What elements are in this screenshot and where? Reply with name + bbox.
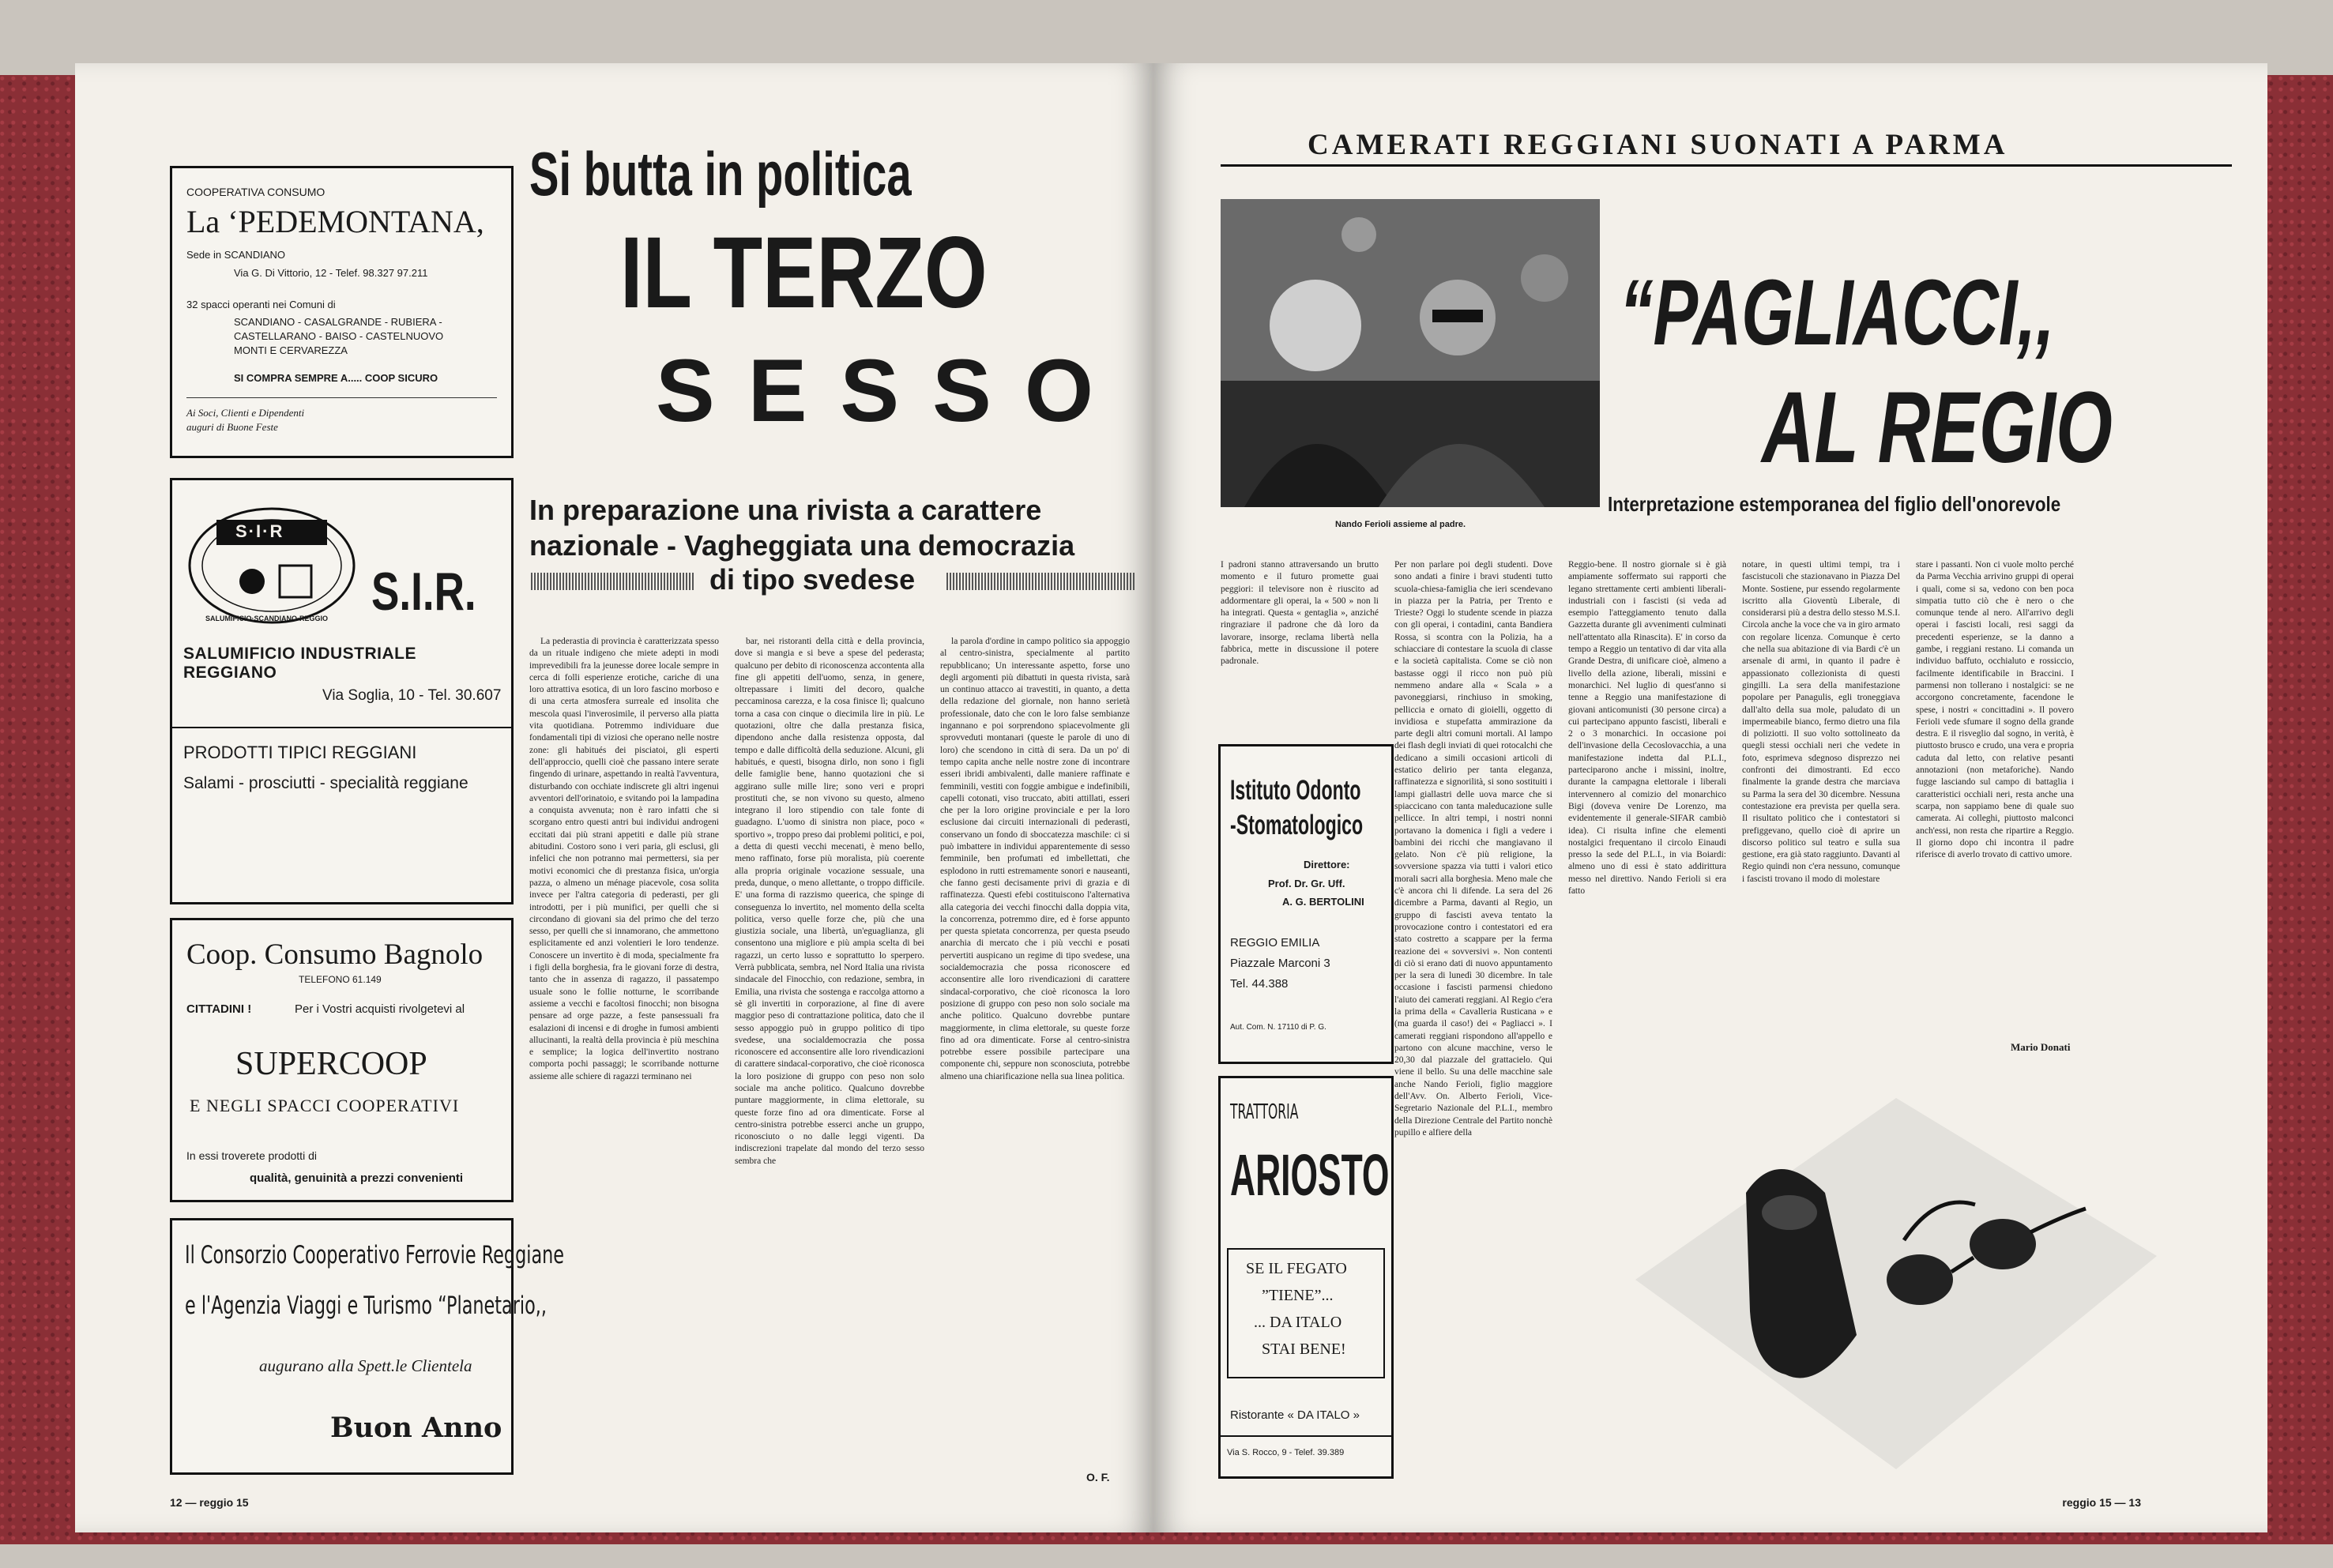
- photo-shoe-glasses: [1620, 1074, 2173, 1485]
- bagnolo-cittadini: CITTADINI !: [186, 1002, 252, 1016]
- sir-full-name: SALUMIFICIO INDUSTRIALE REGGIANO: [183, 645, 416, 682]
- ariosto-slogan-3: ... DA ITALO: [1254, 1314, 1342, 1331]
- hatch-bar: [946, 573, 1136, 590]
- photo-ferioli: [1221, 199, 1600, 507]
- right-page: [1153, 63, 2267, 1532]
- article-column-4: notare, in questi ultimi tempi, tra i fascistucoli che stazionavano in Piazza Del Monte. Sostiene, pur essendo regolarmente iscritto alla Gioventù Liberale, di considerarsi più a destra dello stesso M.S.I. Circola anche la voce che va in giro armato con regolare licenza. Comunque è certo che nella sua abitazione di via Bardi c'è un arsenale di armi, in quanto il padre è appassionato collezionista di questi gingilli. La sera della manifestazione popolare per Panagulis, egli troneggiava dall'alto della sua mole, paludato di un impermeabile bianco, fermo dietro una fila di poliziotti. Il suo volto sottolineato da quegli stessi occhiali neri che vedete in foto, esprimeva sdegnoso disprezzo nei confronti dei dimostranti. Ed ecco finalmente la grande destra che marciava su Parma la sera del 30 dicembre. Nessuna contestazione era prevista per quella sera. Il risultato politico che i contestatori si prefiggevano, quello cioè di aprire un discorso politico sul teatro e sulla sua gestione, era già stato raggiunto. Davanti al Regio quindi non c'era nessuno, comunque i fascisti trovano il modo di molestare: [1742, 560, 1900, 884]
- article-signature: O. F.: [1086, 1471, 1110, 1483]
- photo-caption: Nando Ferioli assieme al padre.: [1335, 520, 1466, 529]
- photo-people-icon: [1221, 199, 1600, 507]
- ad-line: Via G. Di Vittorio, 12 - Telef. 98.327 97.211: [234, 267, 428, 279]
- ad-title: La ‘PEDEMONTANA,: [186, 204, 484, 239]
- article-column-5: stare i passanti. Non ci vuole molto perché da Parma Vecchia arrivino gruppi di operai i quali, come si sa, vedono con ben poca simpatia tutto ciò che è nero o che comunque tende al nero. All'arrivo degli operai i fascisti locali, resi saggi da precedenti esperienze, se la danno a gambe, i reggiani restano. Li comanda un individuo baffuto, occhialuto e rossiccio, facilmente identificabile in Braccini. I parmensi non tollerano i nostalgici: se ne accorgono concretamente, facendone le spese, i nostri « concittadini ». Il povero Ferioli vede sfumare il sogno della grande destra. E il risveglio dal sogno, in verità, è piuttosto brusco e crudo, una vera e propria caduta dal letto, con relative pesanti annotazioni (non metaforiche). Nando fugge lasciando sul campo di battaglia i caratteristici occhiali neri, resta anche una scarpa, non sappiamo bene di quale suo camerata. Ai colleghi, piuttosto malconci anch'essi, non resta che ripartire a Reggio. Il giorno dopo chi incontra il padre riferisce di averlo trovato di cattivo umore.: [1916, 560, 2074, 860]
- divider: [1221, 1435, 1391, 1437]
- sir-logo-ring: SALUMIFICIO·SCANDIANO·REGGIO: [205, 615, 328, 622]
- article-column-2: bar, nei ristoranti della città e della provincia, dove si mangia e si beve a spese del pederasta; qualcuno per debito di riconoscenza accontenta alla fine gli appetiti dell'uomo, senza, in genere, oltrepassare i limiti del decoro, qualche peccaminosa carezza, e la cosa finisce lì; qualcuno torna a casa con cinque o diecimila lire in più. Le quotazioni, oltre che dalla prestanza fisica, dipendono anche dalla resistenza opposta, dal tempo e dalle difficoltà della seduzione. Alcuni, gli habitués, e questi, bisogna dirlo, non sono i figli delle famiglie bene, hanno quotazioni che si aggirano sulle mille lire; sono veri e propri prostituti che, se non vivono su questo, almeno integrano il loro stipendio con tale fonte di guadagno. L'uomo di sinistra non piace, poco « sportivo », troppo preso dai problemi politici, e poi, a detta di questi vecchi mecenati, è meno bello, meno raffinato, forse più moralista, più coerente alla propria originale vocazione sessuale, una preda, dunque, o meno allettante, o troppo difficile. E' una forma di razzismo queerica, che spinge di conseguenza lo invertito, nel momento della scelta politica, verso quelle forze che, più che una giustizia sociale, una libertà, un'eguaglianza, gli consentono una migliore e più ampia scelta di bei ragazzi, un certo lusso e soprattutto lo sperpero. Verrà pubblicata, sembra, nel Nord Italia una rivista sindacale del Finocchio, con redazione, sembra, in Emilia, una rivista che sostenga e raccolga attorno a sè gli invertiti in corporazione, al fine di avere maggior peso di contrattazione politica, dato che il sesso appoggio può in gruppo politico di tipo svedese, una socialdemocrazia che possa riconoscere ed acconsentire alle loro rivendicazioni di carattere sindacal-corporativo, che cioè riconosca la loro posizione di gruppo con peso non solo sociale ma anche politico. Qualcuno dovrebbe puntare maggiormente, in clima elettorale, su queste forze fino ad ora dimenticate. Forse al centro-sinistra potrebbe esserci anche un gruppo, riconosciuto o no dalle leggi vigenti. Da indiscrezioni trapelate dal mondo del terzo sesso sembra che: [735, 637, 924, 1166]
- ad-sir: [170, 478, 514, 904]
- ad-line: COOPERATIVA CONSUMO: [186, 186, 325, 198]
- article-column-3: Reggio-bene. Il nostro giornale si è già ampiamente soffermato sui rapporti che legano strettamente certi ambienti liberali-industriali con i fascisti (si veda ad esempio l'atteggiamento tenuto dalla Gazzetta durante gli avvenimenti culminati nell'attentato alla Rinascita). E' in corso da tempo a Reggio un tentativo di dar vita alla Grande Destra, di unificare cioè, almeno a livello della azione, liberali, missini e monarchici. Nel luglio di quest'anno si tenne a Reggio una manifestazione di giovani anticomunisti (30 persone circa) a cui partecipano appunto fascisti, liberali e 2 o 3 monarchici. In occasione poi dell'invasione della Cecoslovacchia, a una manifestazione indetta dal P.L.I., parteciparono anche i missini, inoltre, durante la campagna elettorale i liberali intervennero al comizio del monarchico Bigi (doveva venire De Lorenzo, ma evidentemente il generale-SIFAR cambiò idea). Ci risulta infine che elementi nostalgici frequentano il circolo Einaudi presso la sede del P.L.I., in via Boiardi: almeno uno di essi è stato addirittura messo nel direttivo. Nando Ferioli si era fatto: [1568, 560, 1726, 897]
- odonto-city: REGGIO EMILIA: [1230, 936, 1320, 949]
- ariosto-rist: Ristorante « DA ITALO »: [1230, 1408, 1360, 1422]
- bagnolo-invite: Per i Vostri acquisti rivolgetevi al: [295, 1002, 465, 1016]
- ad-greet: auguri di Buone Feste: [186, 421, 278, 433]
- bagnolo-name: Coop. Consumo Bagnolo: [186, 938, 484, 971]
- sir-brand: S.I.R.: [371, 562, 476, 622]
- odonto-name-1: Istituto Odonto: [1230, 775, 1361, 806]
- odonto-name-2: -Stomatologico: [1230, 810, 1364, 840]
- bagnolo-phone: TELEFONO 61.149: [299, 974, 382, 985]
- page-header: CAMERATI REGGIANI SUONATI A PARMA: [1308, 129, 2008, 161]
- bagnolo-spacci: E NEGLI SPACCI COOPERATIVI: [190, 1096, 460, 1115]
- consorzio-line2: e l'Agenzia Viaggi e Turismo “Planetario,,: [185, 1292, 547, 1320]
- article-subtitle-3: di tipo svedese: [709, 563, 916, 596]
- left-page: [75, 63, 1153, 1532]
- page-footer-left: 12 — reggio 15: [170, 1496, 249, 1509]
- ad-line: 32 spacci operanti nei Comuni di: [186, 299, 336, 310]
- ad-line: MONTI E CERVAREZZA: [234, 344, 348, 356]
- ad-odonto: [1218, 744, 1394, 1064]
- article-column-1: I padroni stanno attraversando un brutto momento e il futuro promette guai peggiori: il televisore non è riuscito ad addormentare gli operai, la « 500 » non li ha integrati. Questa « gentaglia », anziché ringraziare il padrone che dà loro da lavorare, insorge, reclama libertà nella fabbrica, mette in discussione il potere padronale.: [1221, 560, 1379, 667]
- page-footer-right: reggio 15 — 13: [2062, 1496, 2141, 1509]
- shoe-glasses-icon: [1620, 1074, 2173, 1485]
- ad-line: Sede in SCANDIANO: [186, 249, 285, 261]
- consorzio-line1: Il Consorzio Cooperativo Ferrovie Reggiane: [185, 1241, 565, 1269]
- article-subtitle-2: nazionale - Vagheggiata una democrazia: [529, 529, 1075, 562]
- article-author: Mario Donati: [2011, 1041, 2071, 1053]
- ad-consorzio: [170, 1218, 565, 1475]
- ariosto-address: Via S. Rocco, 9 - Telef. 39.389: [1227, 1448, 1345, 1457]
- odonto-director-label: Direttore:: [1304, 859, 1350, 870]
- ad-pedemontana: [170, 166, 514, 458]
- sir-logo-label: S·I·R: [235, 521, 284, 541]
- ad-greet: Ai Soci, Clienti e Dipendenti: [186, 407, 305, 419]
- ad-line: SCANDIANO - CASALGRANDE - RUBIERA -: [234, 316, 442, 328]
- article-column-2: Per non parlare poi degli studenti. Dove sono andati a finire i bravi studenti tutto scuola-chiesa-famiglia che ieri scendevano in piazza per la Patria, per Trento e Trieste? Oggi lo studente scende in piazza con gli operai, i contadini, canta Bandiera Rossa, si scontra con la Polizia, ha a schiacciare di contestare la scuola di classe e la società capitalista. Come se ciò non bastasse oggi il ricco non può più nemmeno andare alla « Scala » a pavoneggiarsi, rinchiuso in smoking, pelliccia e ornato di gioielli, oggetto di invidiosa e stupefatta ammirazione da parte degli altri comuni mortali. Al lampo dei flash degli inviati di quei rotocalchi che dedicano a simili occasioni articoli di estatico delirio per tanta eleganza, raffinatezza e signorilità, si sono sostituiti i lampi giallastri delle uova marce che si spiaccicano con tanta maleducazione sulle pellicce. In altri tempi, i nostri nonni portavano la domenica i figli a vedere i bambini dei ricchi che mangiavano il gelato. Non c'è più religione, la sovversione spazza via tutti i valori etico morali sacri alla borghesia. Meno male che c'è ancora chi li difende. La sera del 26 dicembre a Parma, davanti al Regio, un gruppo di fascisti aveva tentato la provocazione contro i contestatori ed era stato costretto a scappare per la ferma reazione dei « sovversivi ». Non contenti di ciò si erano dati di nuovo appuntamento per la sera di lunedì 30 dicembre. In tale occasione i fascisti parmensi chiedono l'aiuto dei camerati reggiani. Al Regio c'era la prima della « Cavalleria Rusticana » e (ma guarda il caso!) dei « Pagliacci ». I camerati reggiani rispondono all'appello e partono con alcune macchine, verso le 20,30 dal piazzale del grattacielo. Qui viene il bello. Su una delle macchine sale anche Nando Ferioli, figlio maggiore dell'Avv. On. Alberto Ferioli, Vice-Segretario Nazionale del P.L.I., membro della Direzione Centrale del Partito nonchè pupillo e alfiere della: [1394, 560, 1552, 1137]
- sir-products: PRODOTTI TIPICI REGGIANI: [183, 743, 417, 762]
- sir-list: Salami - prosciutti - specialità reggiane: [183, 774, 468, 792]
- consorzio-line3: augurano alla Spett.le Clientela: [259, 1356, 472, 1375]
- ad-ariosto: [1218, 1076, 1394, 1479]
- divider: [186, 397, 497, 398]
- odonto-address: Piazzale Marconi 3: [1230, 957, 1330, 970]
- ad-slogan: SI COMPRA SEMPRE A..... COOP SICURO: [234, 372, 438, 384]
- ariosto-slogan-4: STAI BENE!: [1262, 1341, 1346, 1358]
- bagnolo-supercoop: SUPERCOOP: [235, 1046, 427, 1082]
- ariosto-slogan-2: ”TIENE”...: [1262, 1287, 1334, 1304]
- odonto-director-1: Prof. Dr. Gr. Uff.: [1268, 878, 1345, 889]
- ariosto-name: ARIOSTO: [1230, 1142, 1390, 1208]
- divider: [172, 727, 511, 728]
- article-title-1: IL TERZO: [620, 216, 988, 329]
- odonto-director-2: A. G. BERTOLINI: [1282, 896, 1364, 908]
- bagnolo-quality: qualità, genuinità a prezzi convenienti: [250, 1171, 464, 1185]
- article-subtitle-1: In preparazione una rivista a carattere: [529, 494, 1042, 526]
- article-title-2: AL REGIO: [1762, 371, 2113, 484]
- sir-address: Via Soglia, 10 - Tel. 30.607: [322, 687, 502, 704]
- consorzio-line4: Buon Anno: [330, 1412, 502, 1444]
- article-column-3: la parola d'ordine in campo politico sia appoggio al centro-sinistra, specialmente al partito repubblicano; Un interessante aspetto, forse uno degli argomenti più dibattuti in questa rivista, sarà un continuo attacco ai travestiti, in quanto, a detta della redazione del giornale, non hanno serietà professionale, dato che con le loro false sembianze ingannano e poi sorprendono spiacevolmente gli sprovveduti montanari (queste le parole di uno di loro) che scendono in città di sera. Da un po' di tempo capita anche nelle nostre zone di incontrare esseri ibridi ambivalenti, dalle maniere raffinate e femminili, vestiti con foggie ambigue e indefinibili, capelli cotonati, viso truccato, abiti attillati, esseri che per la loro origine provinciale e per la loro esclusione dai circuiti internazionali di pederasti, conservano un fondo di sboccatezza maschile: ci si può imbattere in individui apparentemente di sesso femminile, ben profumati ed imbellettati, che esplodono in rutti estremamente sonori e nauseanti, che fanno gesti decisamente privi di grazia e di raffinatezza. Questi efebi costituiscono l'alternativa alla categoria dei vecchi finocchi dalla doppia vita, la concorrenza, potremmo dire, ed è forse appunto per questa spietata concorrenza, per questa pseudo anarchia di mercato che i più vecchi e posati pervertiti auspicano un regime di tipo svedese, una socialdemocrazia che possa riconoscere ed acconsentire alle loro rivendicazioni di carattere sindacal-corporativo, che cioè riconosca la loro posizione di gruppo con peso non solo sociale ma anche politico. Qualcuno dovrebbe puntare maggiormente, in clima elettorale, su queste forze fino ad ora dimenticate. Forse al centro-sinistra potrebbe essere possibile partecipare una componente chi, seppure non sconosciuta, potrebbe almeno una chiarificazione nella sua linea politica.: [940, 637, 1130, 1081]
- odonto-tel: Tel. 44.388: [1230, 977, 1289, 991]
- ad-line: CASTELLARANO - BAISO - CASTELNUOVO: [234, 330, 444, 342]
- odonto-auth: Aut. Com. N. 17110 di P. G.: [1230, 1023, 1326, 1032]
- header-rule: [1221, 164, 2232, 167]
- article-kicker: Si butta in politica: [529, 139, 912, 209]
- article-subtitle: Interpretazione estemporanea del figlio dell'onorevole: [1608, 492, 2061, 516]
- ad-bagnolo: [170, 918, 514, 1202]
- article-title-2: SESSO: [656, 341, 1127, 440]
- article-column-1: La pederastia di provincia è caratterizzata spesso da un rituale indigeno che miete adepti in modi imprevedibili fra la jeunesse doree locale sempre in cerca di folli esperienze erotiche, cariche di una loro attrattiva esotica, di un loro fascino morboso e di una certa atmosfera surreale ed insolita che mescola quasi l'inverosimile, il perverso alla piatta vita quotidiana. Potremmo individuare due fondamentali tipi di viziosi che operano nelle nostre zone: gli habitués dei pisciatoi, gli esperti dell'approccio, quelli cioè che passano intere serate fingendo di urinare, aspettando in realtà l'avventura, disturbando con occhiate indiscrete gli altri ingenui avventori dell'orinatoio, e svitando poi la lampadina a conquista avvenuta; non è raro infatti che si scorgano entro questi antri bui individui androgeni eccitati dai più strani appetiti e dalle più strane abitudini. Costoro sono i veri paria, gli esclusi, gli infelici che non potranno mai permettersi, sia per motivi economici che di prestanza fisica, un'orgia pazza, o almeno un ménage piacevole, cosa solita invece per l'altra categoria di pederasti, per gli introdotti, per i più munifici, per quelli che si circondano di giovani sia del primo che del terzo sesso, per quelli che si innamorano, che ammettono esplicitamente ed anzi volentieri le loro tendenze. Conoscere un invertito è di moda, specialmente fra i figli della borghesia, fra le giovani forze di destra, tanto che in assenza di ragazzo, il passatempo usuale sono le follie notturne, le scorribande assieme a vecchi e facoltosi finocchi; non bisogna pensare ad orge pazze, a feste pansessuali fra esalazioni di incensi e di droghe in fumosi ambienti allucinanti, la realtà della provincia è più meschina e semplice; la logica dell'invertito nostrano comporta pochi passaggi; le scorribande notturne assieme alle schiere di ragazzi terminano nei: [529, 637, 719, 1081]
- article-title-1: “PAGLIACCI,,: [1620, 261, 2055, 365]
- bagnolo-found: In essi troverete prodotti di: [186, 1149, 317, 1162]
- hatch-bar: [531, 573, 695, 590]
- ariosto-trattoria: TRATTORIA: [1230, 1100, 1299, 1124]
- ariosto-slogan-1: SE IL FEGATO: [1246, 1260, 1347, 1277]
